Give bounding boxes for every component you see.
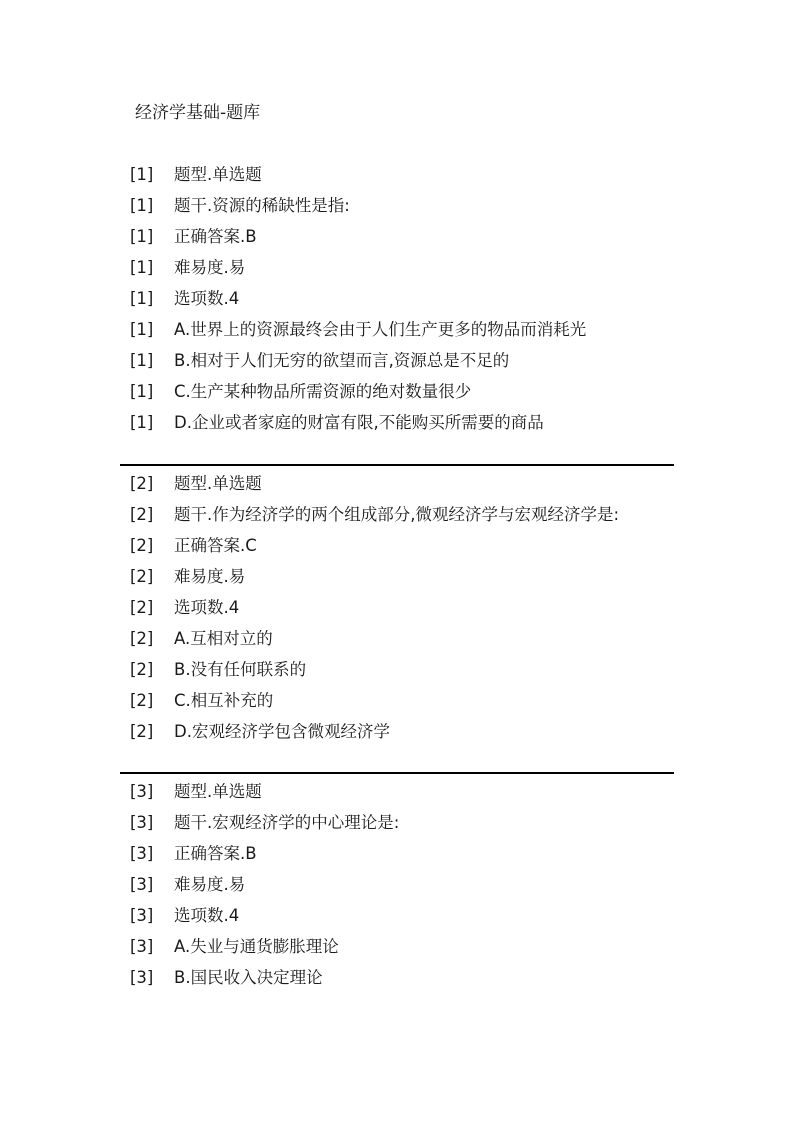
question-line-text: B.相对于人们无穷的欲望而言,资源总是不足的 [174,351,510,370]
question-line [130,345,690,376]
question-number: [2] [130,691,154,710]
question-line-text: 题干.资源的稀缺性是指: [174,196,350,215]
question-line-text: 正确答案.B [174,227,257,246]
question-number: [1] [130,165,154,184]
question-block-3 [130,776,690,993]
question-number: [1] [130,196,154,215]
question-line-text: 题型.单选题 [174,474,262,493]
question-line [130,252,690,283]
divider [120,464,674,466]
question-line [130,931,690,962]
question-line-text: A.互相对立的 [174,629,273,648]
question-line-text: A.世界上的资源最终会由于人们生产更多的物品而消耗光 [174,320,587,339]
question-line-text: D.宏观经济学包含微观经济学 [174,722,390,741]
question-number: [3] [130,937,154,956]
question-line-text: 选项数.4 [174,906,240,925]
question-line-text: 难易度.易 [174,258,246,277]
question-number: [3] [130,875,154,894]
question-line [130,221,690,252]
question-line [130,807,690,838]
question-number: [3] [130,844,154,863]
question-number: [2] [130,505,154,524]
question-line [130,499,690,530]
divider [120,772,674,774]
question-number: [3] [130,782,154,801]
question-number: [2] [130,474,154,493]
question-line [130,900,690,931]
question-number: [1] [130,289,154,308]
question-number: [1] [130,258,154,277]
question-line-text: D.企业或者家庭的财富有限,不能购买所需要的商品 [174,413,544,432]
question-line-text: 选项数.4 [174,598,240,617]
question-line [130,190,690,221]
question-line-text: C.相互补充的 [174,691,274,710]
question-block-2 [130,468,690,747]
question-line [130,654,690,685]
question-line-text: B.没有任何联系的 [174,660,307,679]
question-line-text: 题干.宏观经济学的中心理论是: [174,813,400,832]
question-line [130,314,690,345]
question-line-text: B.国民收入决定理论 [174,968,323,987]
question-number: [3] [130,906,154,925]
question-line [130,962,690,993]
question-line-text: 选项数.4 [174,289,240,308]
question-line [130,716,690,747]
question-line-text: 题干.作为经济学的两个组成部分,微观经济学与宏观经济学是: [174,505,620,524]
question-number: [2] [130,722,154,741]
question-number: [2] [130,629,154,648]
question-number: [2] [130,536,154,555]
question-line-text: 难易度.易 [174,875,246,894]
question-line [130,776,690,807]
document-title: 经济学基础-题库 [135,103,261,123]
question-number: [2] [130,598,154,617]
question-line [130,468,690,499]
question-line-text: 正确答案.C [174,536,257,555]
question-line-text: 正确答案.B [174,844,257,863]
question-line [130,407,690,438]
question-line [130,869,690,900]
question-line-text: 题型.单选题 [174,782,262,801]
question-line-text: A.失业与通货膨胀理论 [174,937,339,956]
question-block-1 [130,159,690,438]
question-line-text: 难易度.易 [174,567,246,586]
question-number: [3] [130,968,154,987]
question-number: [1] [130,320,154,339]
question-line [130,159,690,190]
question-number: [2] [130,567,154,586]
question-line [130,685,690,716]
question-number: [1] [130,351,154,370]
question-line [130,592,690,623]
question-line [130,623,690,654]
question-number: [2] [130,660,154,679]
question-line [130,838,690,869]
question-number: [1] [130,382,154,401]
question-number: [1] [130,413,154,432]
question-number: [3] [130,813,154,832]
question-line-text: 题型.单选题 [174,165,262,184]
question-line [130,376,690,407]
question-line [130,283,690,314]
question-line [130,530,690,561]
question-number: [1] [130,227,154,246]
question-line-text: C.生产某种物品所需资源的绝对数量很少 [174,382,472,401]
question-line [130,561,690,592]
